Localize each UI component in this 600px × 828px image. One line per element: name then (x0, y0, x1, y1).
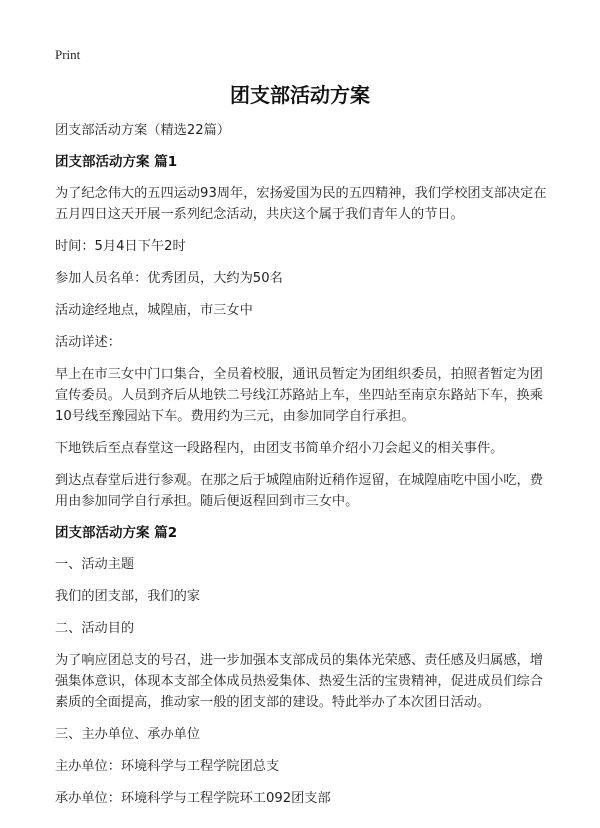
theme-line: 我们的团支部，我们的家 (55, 589, 201, 604)
paragraph: 下地铁后至点春堂这一段路程内，由团支书简单介绍小刀会起义的相关事件。 (55, 441, 504, 456)
participants-line: 参加人员名单：优秀团员，大约为50名 (55, 271, 283, 286)
item-label: 二、活动目的 (55, 621, 135, 636)
paragraph: 为了响应团总支的号召，进一步加强本支部成员的集体光荣感、责任感及归属感，增强集体意识，体现本支部全体成员热爱集体、热爱生活的宝贵精神，促进成员们综合素质的全面提高，推动家一般的团支部的建设。特此举办了本次团日活动。 (55, 653, 543, 710)
host-line: 主办单位：环境科学与工程学院团总支 (55, 759, 280, 774)
section-heading: 团支部活动方案 篇1 (55, 154, 178, 170)
paragraph: 到达点春堂后进行参观。在那之后于城隍庙附近稍作逗留，在城隍庙吃中国小吃，费用由参加同学自行承担。随后便返程回到市三女中。 (55, 473, 543, 509)
item-label: 一、活动主题 (55, 557, 135, 572)
details-label: 活动详述： (55, 335, 121, 350)
document-subtitle: 团支部活动方案（精选22篇） (55, 123, 231, 138)
organizer-line: 承办单位：环境科学与工程学院环工092团支部 (55, 791, 331, 806)
paragraph: 早上在市三女中门口集合，全员着校服，通讯员暂定为团组织委员，拍照者暂定为团宣传委员。人员到齐后从地铁二号线江苏路站上车，坐四站至南京东路站下车，换乘10号线至豫园站下车。费用约为三元，由参加同学自行承担。 (55, 367, 543, 424)
time-line: 时间：5月4日下午2时 (55, 239, 186, 254)
locations-line: 活动途经地点，城隍庙，市三女中 (55, 303, 253, 318)
page-title: 团支部活动方案 (230, 83, 370, 107)
print-label: Print (55, 47, 81, 62)
item-label: 三、主办单位、承办单位 (55, 727, 201, 742)
paragraph: 为了纪念伟大的五四运动93周年，宏扬爱国为民的五四精神，我们学校团支部决定在五月四日这天开展一系列纪念活动，共庆这个属于我们青年人的节日。 (55, 186, 547, 222)
document-body (55, 120, 555, 820)
section-heading: 团支部活动方案 篇2 (55, 525, 178, 541)
